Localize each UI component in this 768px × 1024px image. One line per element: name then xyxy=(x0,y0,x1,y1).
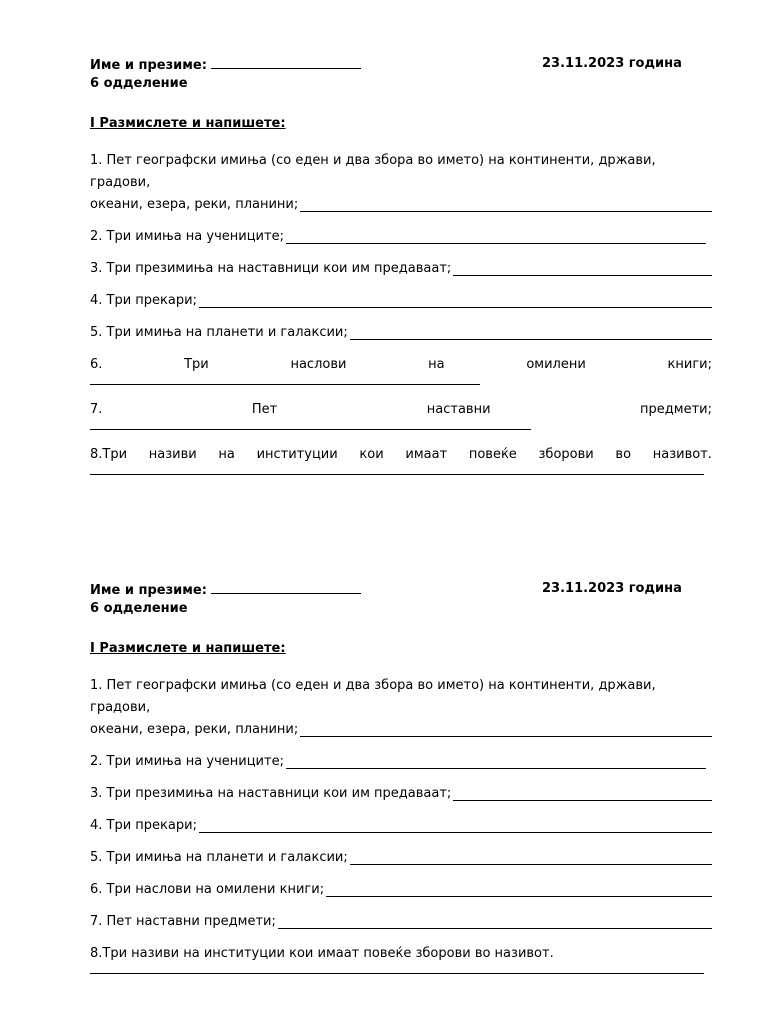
question-2-text: 2. Три имиња на учениците; xyxy=(90,754,284,769)
question-3 xyxy=(90,258,712,280)
question-6 xyxy=(90,879,712,901)
question-5 xyxy=(90,847,712,869)
question-6-text: 6. Три наслови на омилени книги; xyxy=(90,882,325,897)
grade: 6 одделение xyxy=(90,601,188,616)
question-8-text: 8.Три називи на институции кои имаат повеќе зборови во називот. xyxy=(90,946,554,961)
answer-line[interactable] xyxy=(286,228,706,244)
question-7 xyxy=(90,911,712,933)
answer-line[interactable] xyxy=(453,260,712,276)
question-4 xyxy=(90,815,712,837)
answer-line[interactable] xyxy=(453,785,712,801)
answer-line[interactable] xyxy=(286,753,706,769)
worksheet-2 xyxy=(90,581,712,974)
question-7-text: 7. Пет наставни предмети; xyxy=(90,402,712,417)
question-8 xyxy=(90,444,712,475)
answer-line[interactable] xyxy=(350,324,712,340)
question-8 xyxy=(90,943,712,974)
question-5-text: 5. Три имиња на планети и галаксии; xyxy=(90,850,348,865)
question-5-text: 5. Три имиња на планети и галаксии; xyxy=(90,325,348,340)
answer-line[interactable] xyxy=(278,913,712,929)
question-1-line1: 1. Пет географски имиња (со еден и два збора во името) на континенти, држави, градови, xyxy=(90,153,656,190)
question-8-text: 8.Три називи на институции кои имаат повеќе зборови во називот. xyxy=(90,447,712,462)
answer-line[interactable] xyxy=(300,721,712,737)
question-1-line2: океани, езера, реки, планини; xyxy=(90,722,299,737)
question-7 xyxy=(90,399,712,430)
date: 23.11.2023 година xyxy=(542,581,682,596)
question-1 xyxy=(90,150,712,216)
name-label: Име и презиме: xyxy=(90,581,361,598)
question-6-text: 6. Три наслови на омилени книги; xyxy=(90,357,712,372)
name-blank[interactable] xyxy=(211,581,361,594)
question-4-text: 4. Три прекари; xyxy=(90,818,197,833)
name-label: Име и презиме: xyxy=(90,56,361,73)
answer-line[interactable] xyxy=(350,849,712,865)
question-2-text: 2. Три имиња на учениците; xyxy=(90,229,284,244)
question-2 xyxy=(90,226,712,248)
question-3-text: 3. Три презимиња на наставници кои им предаваат; xyxy=(90,261,452,276)
header xyxy=(90,581,712,601)
question-4-text: 4. Три прекари; xyxy=(90,293,197,308)
section-title: I Размислете и напишете: xyxy=(90,641,286,656)
question-1 xyxy=(90,675,712,741)
answer-line[interactable] xyxy=(90,965,704,974)
grade: 6 одделение xyxy=(90,76,188,91)
question-6 xyxy=(90,354,712,385)
answer-line[interactable] xyxy=(326,881,712,897)
question-1-line1: 1. Пет географски имиња (со еден и два збора во името) на континенти, држави, градови, xyxy=(90,678,656,715)
question-2 xyxy=(90,751,712,773)
worksheet-1 xyxy=(90,56,712,475)
question-5 xyxy=(90,322,712,344)
answer-line[interactable] xyxy=(90,421,531,430)
question-7-text: 7. Пет наставни предмети; xyxy=(90,914,276,929)
name-blank[interactable] xyxy=(211,56,361,69)
date: 23.11.2023 година xyxy=(542,56,682,71)
answer-line[interactable] xyxy=(300,196,712,212)
question-1-line2: океани, езера, реки, планини; xyxy=(90,197,299,212)
section-title: I Размислете и напишете: xyxy=(90,116,286,131)
answer-line[interactable] xyxy=(199,817,712,833)
question-3 xyxy=(90,783,712,805)
answer-line[interactable] xyxy=(199,292,712,308)
answer-line[interactable] xyxy=(90,376,480,385)
header xyxy=(90,56,712,76)
answer-line[interactable] xyxy=(90,466,704,475)
question-4 xyxy=(90,290,712,312)
question-3-text: 3. Три презимиња на наставници кои им предаваат; xyxy=(90,786,452,801)
